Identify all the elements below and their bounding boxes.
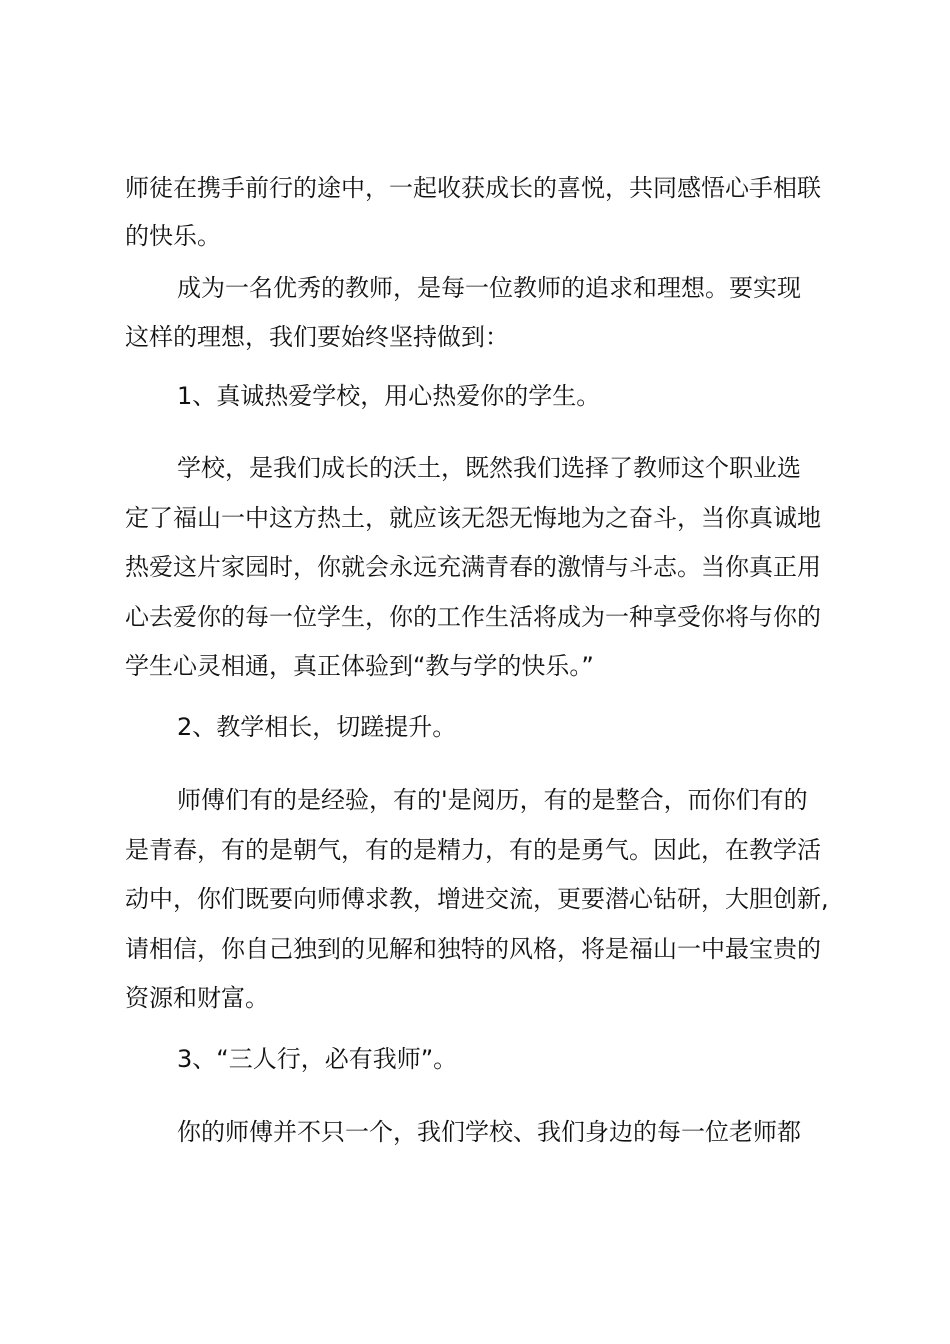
- goal-line-2: 这样的理想，我们要始终坚持做到：: [125, 323, 509, 351]
- point2-line-1: 师傅们有的是经验，有的'是阅历，有的是整合，而你们有的: [177, 786, 808, 814]
- point3-heading: 3、“三人行，必有我师”。: [177, 1045, 458, 1073]
- point2-line-3: 动中，你们既要向师傅求教，增进交流，更要潜心钻研，大胆创新,: [125, 885, 829, 913]
- point1-line-5: 学生心灵相通，真正体验到“教与学的快乐。”: [125, 652, 594, 680]
- intro-line-1: 师徒在携手前行的途中，一起收获成长的喜悦，共同感悟心手相联: [125, 174, 821, 202]
- point1-line-4: 心去爱你的每一位学生，你的工作生活将成为一种享受你将与你的: [125, 603, 821, 631]
- point3-line-1: 你的师傅并不只一个，我们学校、我们身边的每一位老师都: [177, 1118, 801, 1146]
- intro-line-2: 的快乐。: [125, 222, 221, 250]
- point2-line-2: 是青春，有的是朝气，有的是精力，有的是勇气。因此，在教学活: [125, 836, 821, 864]
- point1-line-1: 学校，是我们成长的沃土，既然我们选择了教师这个职业选: [177, 454, 801, 482]
- goal-line-1: 成为一名优秀的教师，是每一位教师的追求和理想。要实现: [177, 274, 801, 302]
- point1-heading: 1、真诚热爱学校，用心热爱你的学生。: [177, 382, 601, 410]
- point2-line-4: 请相信，你自己独到的见解和独特的风格，将是福山一中最宝贵的: [125, 935, 821, 963]
- point2-heading: 2、教学相长，切蹉提升。: [177, 713, 457, 741]
- point1-line-2: 定了福山一中这方热土，就应该无怨无悔地为之奋斗，当你真诚地: [125, 504, 821, 532]
- point2-line-5: 资源和财富。: [125, 984, 269, 1012]
- point1-line-3: 热爱这片家园时，你就会永远充满青春的激情与斗志。当你真正用: [125, 553, 821, 581]
